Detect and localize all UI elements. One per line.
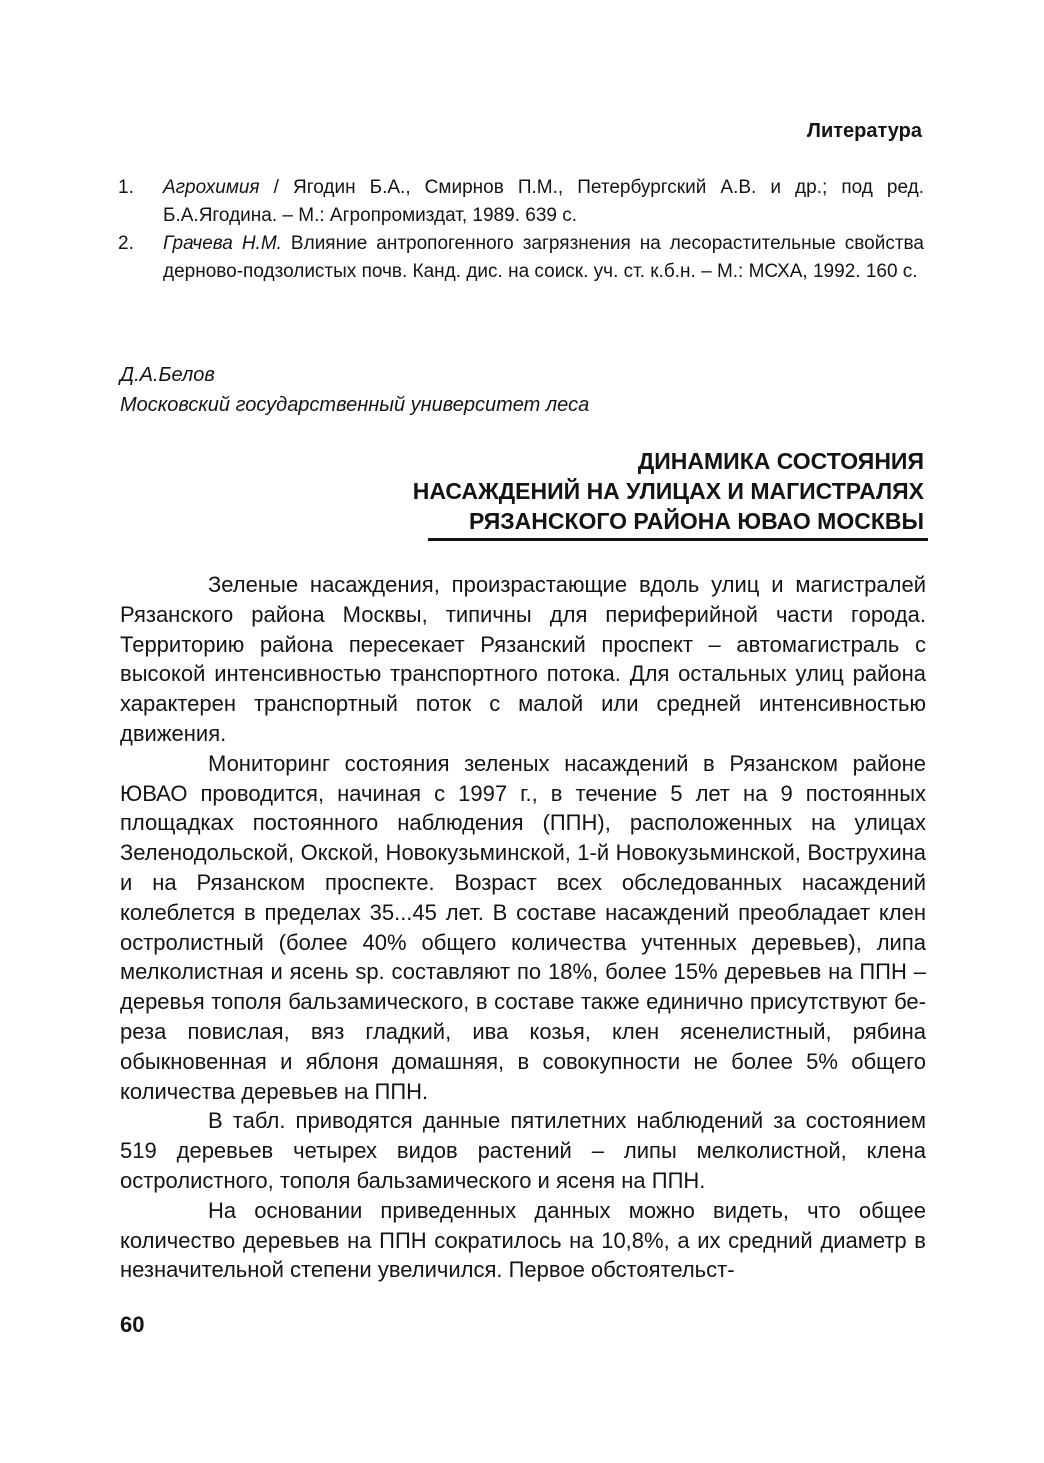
- author-name: Д.А.Белов: [120, 364, 215, 386]
- reference-author: Агрохимия: [163, 177, 260, 198]
- title-line: РЯЗАНСКОГО РАЙОНА ЮВАО МОСКВЫ: [468, 508, 924, 534]
- reference-text: / Ягодин Б.А., Смирнов П.М., Петербургский А.В. и др.; под ред. Б.А.Ягодина. – М.: Агропромиздат, 1989. 639 с.: [163, 177, 924, 226]
- page-number: 60: [120, 1312, 145, 1337]
- article-title: [330, 446, 924, 536]
- title-underline-rule: [428, 538, 928, 541]
- body-paragraph: В табл. приводятся данные пятилетних наблюдений за состоянием 519 деревьев четырех видов растений – липы мелколистной, клена остролистного, тополя бальзамического и ясеня на ППН.: [120, 1108, 926, 1193]
- references-heading: Литература: [806, 120, 922, 142]
- reference-item: [118, 174, 924, 230]
- reference-number: 2.: [118, 233, 134, 254]
- body-paragraph: На основании приведенных данных можно видеть, что общее количество деревьев на ППН сократилось на 10,8%, а их средний диаметр в незначительной степени увеличился. Первое обстоятельст-: [120, 1197, 926, 1283]
- reference-author: Грачева Н.М.: [163, 233, 282, 254]
- body-paragraph: Мониторинг состояния зеленых насаждений в Рязанском районе ЮВАО проводится, начиная с 1997 г., в течение 5 лет на 9 постоянных площадках постоянного наблюдения (ППН), расположенных на улицах Зеленодольской, Окской, Новокузьминской, 1-й Новокузьминской, Вострухина и на Рязанском проспекте. Возраст всех обследованных насаждений колеблется в пределах 35...45 лет. В составе насаждений преобладает клен остролистный (более 40% общего количества учтенных деревьев), липа мелколистная и ясень sp. составляют по 18%, более 15% деревьев на ППН – деревья тополя бальзамического, в составе также единично присутствуют береза повислая, вяз гладкий, ива козья, клен ясенелистный, рябина обыкновенная и яблоня домашняя, в совокупности не более 5% общего количества деревьев на ППН.: [120, 750, 926, 1104]
- body-paragraph: Зеленые насаждения, произрастающие вдоль улиц и магистралей Рязанского района Москвы, типичны для периферийной части города. Территорию района пересекает Рязанский проспект – автомагистраль с высокой интенсивностью транспортного потока. Для остальных улиц района характерен транспортный поток с малой или средней интенсивностью движения.: [120, 572, 926, 746]
- references-list: [118, 174, 924, 286]
- author-block: [120, 360, 589, 420]
- author-affiliation: Московский государственный университет леса: [120, 394, 590, 416]
- title-line: ДИНАМИКА СОСТОЯНИЯ: [637, 448, 924, 474]
- title-line: НАСАЖДЕНИЙ НА УЛИЦАХ И МАГИСТРАЛЯХ: [412, 478, 924, 504]
- article-body: [120, 570, 926, 1285]
- reference-number: 1.: [118, 177, 134, 198]
- reference-text: Влияние антропогенного загрязнения на лесорастительные свойства дерново-подзолистых почв. Канд. дис. на соиск. уч. ст. к.б.н. – М.: МСХА, 1992. 160 с.: [163, 233, 925, 282]
- reference-item: [118, 230, 924, 286]
